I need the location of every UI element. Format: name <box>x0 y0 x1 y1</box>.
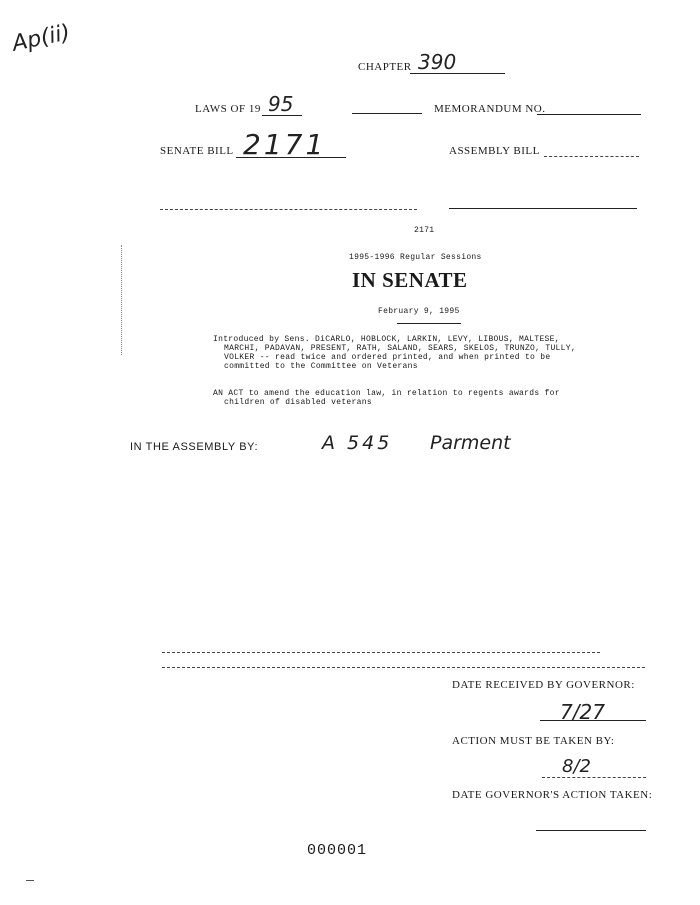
act-line-1: AN ACT to amend the education law, in relation to regents awards for <box>213 389 560 398</box>
lower-separator-1 <box>162 652 600 653</box>
chapter-number: 390 <box>418 50 457 74</box>
scan-speck <box>26 880 34 881</box>
memorandum-label: MEMORANDUM NO. <box>434 103 546 115</box>
date-received-value: 7/27 <box>560 700 605 724</box>
action-taken-label: DATE GOVERNOR'S ACTION TAKEN: <box>452 789 653 801</box>
introduced-date: February 9, 1995 <box>378 307 460 316</box>
assembly-by-label: IN THE ASSEMBLY BY: <box>130 441 259 453</box>
assembly-number: A 545 <box>322 432 393 454</box>
act-line-2: children of disabled veterans <box>224 398 372 407</box>
senate-bill-underline <box>236 157 346 158</box>
introduced-line-2: MARCHI, PADAVAN, PRESENT, RATH, SALAND, SEARS, SKELOS, TRUNZO, TULLY, <box>224 344 576 353</box>
senate-bill-number: 2171 <box>243 128 327 161</box>
chapter-underline <box>410 73 505 74</box>
action-by-value: 8/2 <box>562 756 591 777</box>
sessions-line: 1995-1996 Regular Sessions <box>349 253 482 262</box>
action-by-line <box>542 777 646 778</box>
chamber-heading: IN SENATE <box>352 268 468 292</box>
assembly-sponsor: Parment <box>430 432 511 454</box>
memorandum-blank <box>537 114 641 115</box>
page-number: 000001 <box>307 842 368 859</box>
senate-bill-label: SENATE BILL <box>160 145 234 157</box>
assembly-bill-blank <box>544 156 639 157</box>
lower-separator-2 <box>162 667 645 668</box>
action-by-label: ACTION MUST BE TAKEN BY: <box>452 735 615 747</box>
separator-left <box>160 209 417 210</box>
laws-of-label: LAWS OF 19 <box>195 103 261 115</box>
bill-number: 2171 <box>414 226 435 235</box>
laws-blank-line <box>352 113 422 114</box>
date-received-label: DATE RECEIVED BY GOVERNOR: <box>452 679 635 691</box>
date-underline <box>397 323 461 324</box>
laws-year: 95 <box>268 92 294 116</box>
separator-right <box>449 208 637 209</box>
date-received-line <box>540 720 646 721</box>
introduced-line-4: committed to the Committee on Veterans <box>224 362 418 371</box>
margin-mark <box>121 245 123 355</box>
chapter-label: CHAPTER <box>358 61 412 73</box>
introduced-line-1: Introduced by Sens. DiCARLO, HOBLOCK, LARKIN, LEVY, LIBOUS, MALTESE, <box>213 335 560 344</box>
introduced-line-3: VOLKER -- read twice and ordered printed, and when printed to be <box>224 353 551 362</box>
action-taken-line <box>536 830 646 831</box>
assembly-bill-label: ASSEMBLY BILL <box>449 145 540 157</box>
laws-year-underline <box>262 115 302 116</box>
corner-handwritten-note: Ap(ii) <box>10 20 73 57</box>
